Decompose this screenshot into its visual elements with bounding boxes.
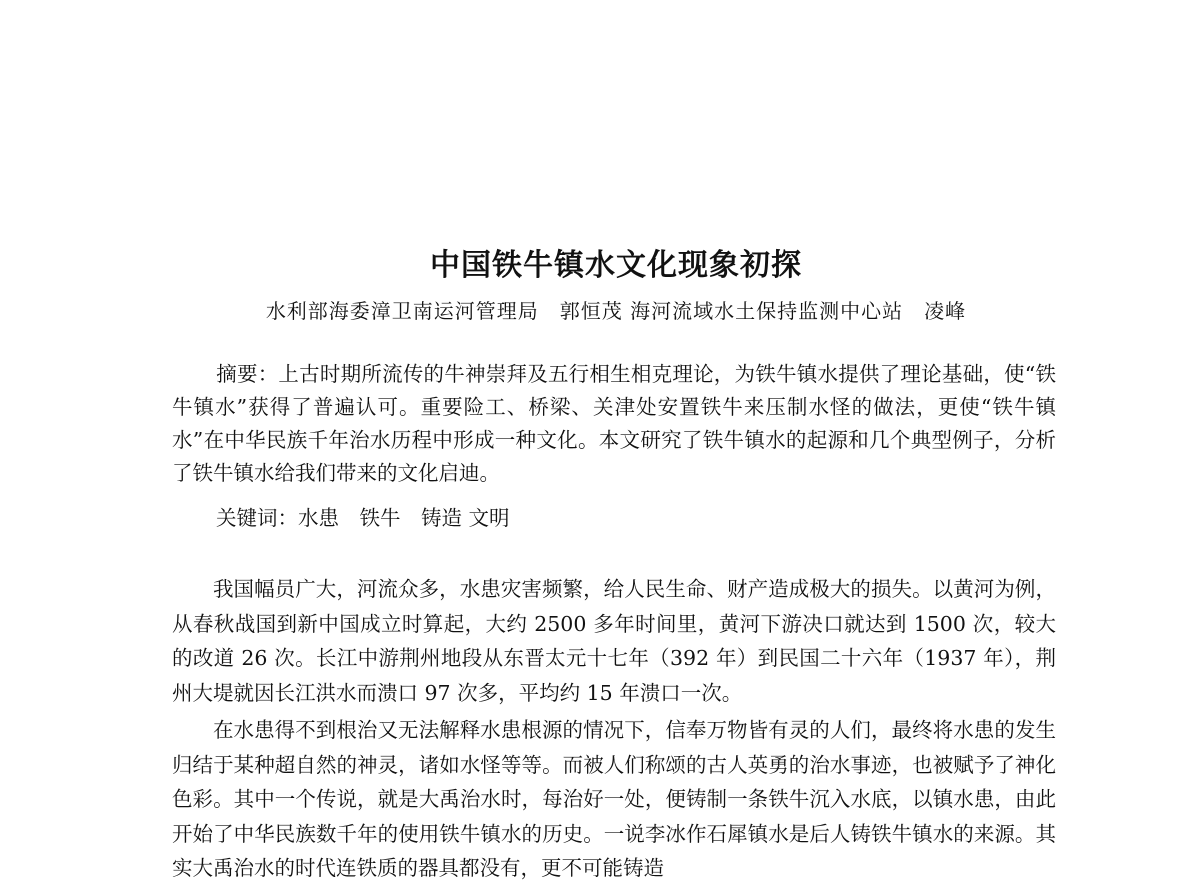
abstract [172,358,1056,490]
author-affiliations: 水利部海委漳卫南运河管理局 郭恒茂 海河流域水土保持监测中心站 凌峰 [265,299,967,323]
body-paragraph: 在水患得不到根治又无法解释水患根源的情况下，信奉万物皆有灵的人们，最终将水患的发生归结于某种超自然的神灵，诸如水怪等等。而被人们称颂的古人英勇的治水事迹，也被赋予了神化色彩。其中一个传说，就是大禹治水时，每治好一处，便铸制一条铁牛沉入水底，以镇水患，由此开始了中华民族数千年的使用铁牛镇水的历史。一说李冰作石犀镇水是后人铸铁牛镇水的来源。其实大禹治水的时代连铁质的器具都没有，更不可能铸造 [172,718,1056,880]
keywords: 关键词：水患 铁牛 铸造 文明 [216,506,510,530]
abstract-text: 摘要：上古时期所流传的牛神崇拜及五行相生相克理论，为铁牛镇水提供了理论基础，使“铁牛镇水”获得了普遍认可。重要险工、桥梁、关津处安置铁牛来压制水怪的做法，更使“铁牛镇水”在中华民族千年治水历程中形成一种文化。本文研究了铁牛镇水的起源和几个典型例子，分析了铁牛镇水给我们带来的文化启迪。 [172,362,1056,485]
paper-title: 中国铁牛镇水文化现象初探 [430,248,802,283]
body-text [172,572,1056,883]
body-paragraph: 我国幅员广大，河流众多，水患灾害频繁，给人民生命、财产造成极大的损失。以黄河为例，从春秋战国到新中国成立时算起，大约 2500 多年时间里，黄河下游决口就达到 1500 次，较大的改道 26 次。长江中游荆州地段从东晋太元十七年（392 年）到民国二十六年（1937 年），荆州大堤就因长江洪水而溃口 97 次多，平均约 15 年溃口一次。 [172,577,1056,705]
